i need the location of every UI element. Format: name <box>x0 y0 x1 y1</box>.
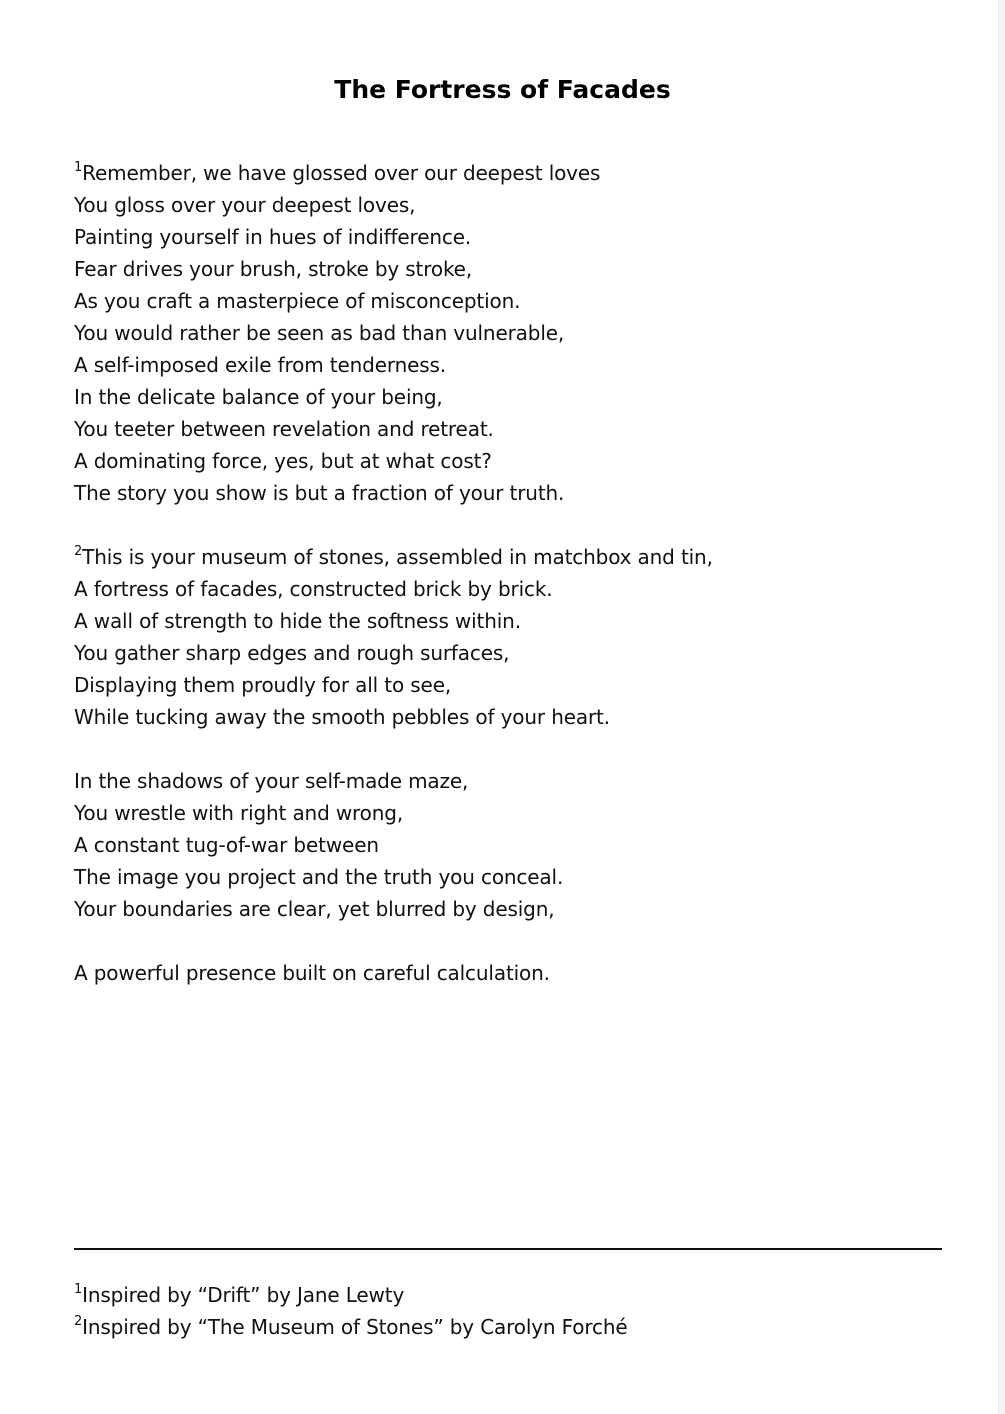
poem-line: You gloss over your deepest loves, <box>74 193 416 217</box>
stanza-1 <box>74 157 954 509</box>
poem-line: You would rather be seen as bad than vulnerable, <box>74 321 565 345</box>
poem-line: The image you project and the truth you conceal. <box>74 865 564 889</box>
footnote-marker: 2 <box>74 544 83 560</box>
footnote-2: $^2$Inspired by “The Museum of Stones” by Carolyn Forché <box>74 1314 628 1339</box>
footnote-divider <box>74 1248 942 1250</box>
stanza-2 <box>74 541 954 733</box>
poem-line: The story you show is but a fraction of your truth. <box>74 481 565 505</box>
poem-line: In the shadows of your self-made maze, <box>74 769 469 793</box>
footnote-marker: 1 <box>74 1282 83 1298</box>
poem-line: While tucking away the smooth pebbles of your heart. <box>74 705 610 729</box>
poem-line: You wrestle with right and wrong, <box>74 801 404 825</box>
poem-line: A powerful presence built on careful calculation. <box>74 961 550 985</box>
poem-line: $^2$This is your museum of stones, assembled in matchbox and tin, <box>74 544 713 569</box>
poem-line: Fear drives your brush, stroke by stroke, <box>74 257 473 281</box>
poem-line: A constant tug-of-war between <box>74 833 379 857</box>
footnote-1: $^1$Inspired by “Drift” by Jane Lewty <box>74 1282 405 1307</box>
poem-body <box>74 157 954 1021</box>
poem-line: A dominating force, yes, but at what cost? <box>74 449 492 473</box>
poem-line: A self-imposed exile from tenderness. <box>74 353 447 377</box>
footnotes <box>74 1279 954 1343</box>
poem-line: $^1$Remember, we have glossed over our deepest loves <box>74 160 601 185</box>
poem-line: You teeter between revelation and retreat. <box>74 417 494 441</box>
stanza-4 <box>74 957 954 989</box>
poem-line: You gather sharp edges and rough surfaces, <box>74 641 510 665</box>
page-edge <box>998 0 1005 1414</box>
poem-line: Displaying them proudly for all to see, <box>74 673 452 697</box>
poem-line: A wall of strength to hide the softness within. <box>74 609 521 633</box>
poem-line: A fortress of facades, constructed brick by brick. <box>74 577 553 601</box>
poem-line: In the delicate balance of your being, <box>74 385 443 409</box>
poem-line: Painting yourself in hues of indifference. <box>74 225 472 249</box>
footnote-marker: 1 <box>74 160 83 176</box>
poem-line: As you craft a masterpiece of misconception. <box>74 289 521 313</box>
footnote-marker: 2 <box>74 1314 83 1330</box>
poem-line: Your boundaries are clear, yet blurred by design, <box>74 897 555 921</box>
poem-title: The Fortress of Facades <box>334 74 671 104</box>
stanza-3 <box>74 765 954 925</box>
